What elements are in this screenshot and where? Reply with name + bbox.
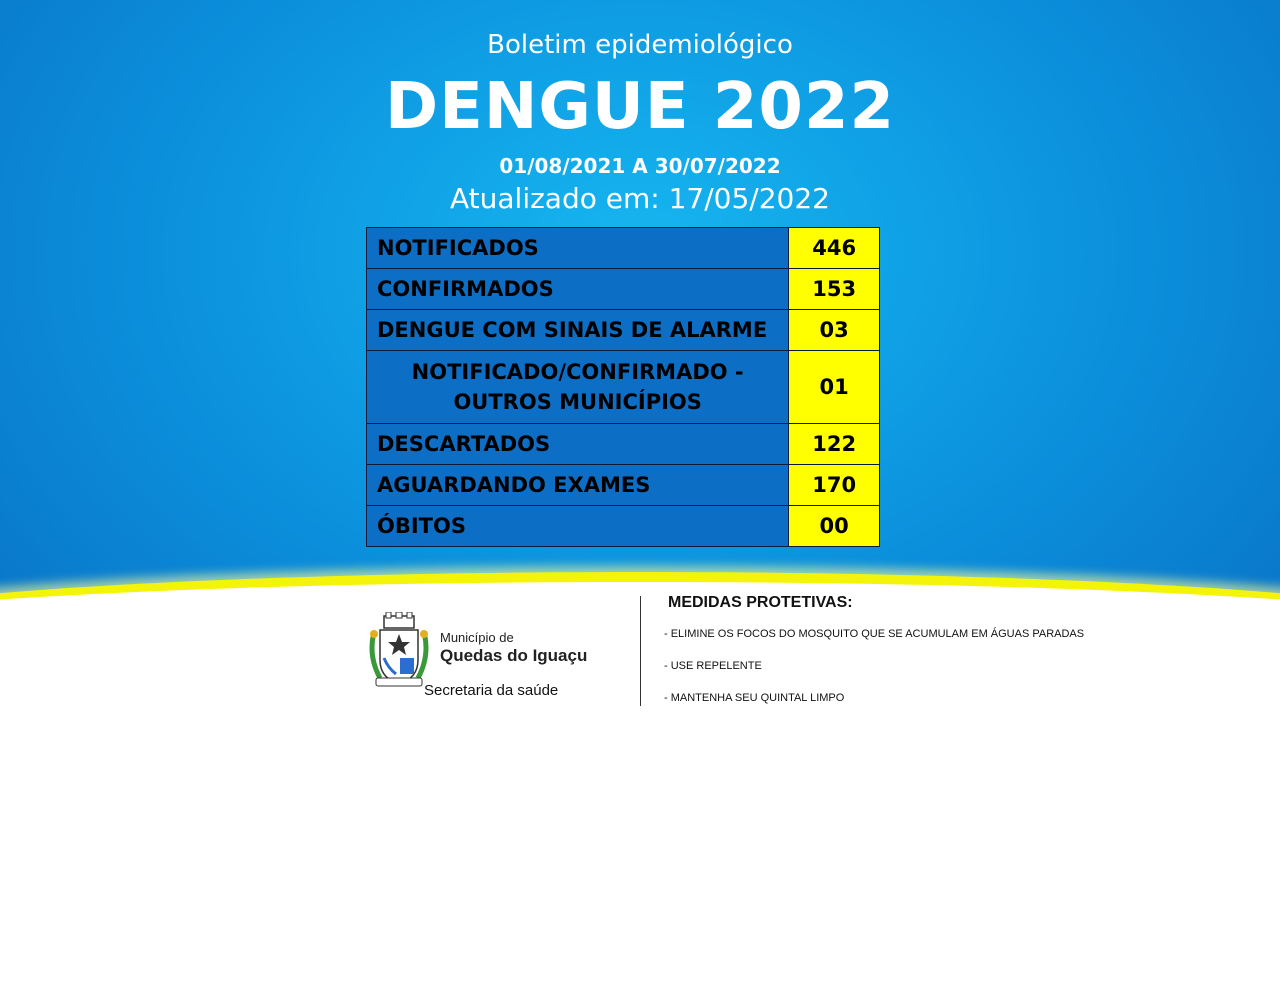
row-label-line: OUTROS MUNICÍPIOS — [453, 390, 702, 414]
municipal-crest-icon — [366, 612, 432, 690]
bulletin-updated: Atualizado em: 17/05/2022 — [450, 182, 830, 215]
table-row — [367, 465, 880, 506]
table-row — [367, 424, 880, 465]
table-row — [367, 310, 880, 351]
row-label: NOTIFICADOS — [367, 228, 789, 269]
row-value: 01 — [789, 351, 880, 424]
row-value: 00 — [789, 506, 880, 547]
bulletin-title: DENGUE 2022 — [384, 70, 896, 144]
row-value: 170 — [789, 465, 880, 506]
municipality-label: Município de — [440, 630, 514, 645]
row-value: 03 — [789, 310, 880, 351]
row-label: ÓBITOS — [367, 506, 789, 547]
row-label-multiline — [367, 351, 789, 424]
measure-item: - USE REPELENTE — [664, 660, 762, 672]
measures-title: MEDIDAS PROTETIVAS: — [668, 594, 853, 611]
department-name: Secretaria da saúde — [424, 682, 559, 699]
row-label: CONFIRMADOS — [367, 269, 789, 310]
row-value: 122 — [789, 424, 880, 465]
row-label: DESCARTADOS — [367, 424, 789, 465]
municipality-logo — [366, 612, 606, 712]
table-row — [367, 351, 880, 424]
table-row — [367, 269, 880, 310]
row-value: 153 — [789, 269, 880, 310]
row-label: DENGUE COM SINAIS DE ALARME — [367, 310, 789, 351]
measure-item: - ELIMINE OS FOCOS DO MOSQUITO QUE SE ACUMULAM EM ÁGUAS PARADAS — [664, 628, 1085, 640]
bulletin-period: 01/08/2021 A 30/07/2022 — [499, 154, 781, 178]
row-label: AGUARDANDO EXAMES — [367, 465, 789, 506]
measure-item: - MANTENHA SEU QUINTAL LIMPO — [664, 692, 845, 704]
bulletin-subtitle: Boletim epidemiológico — [487, 30, 793, 60]
table-row — [367, 228, 880, 269]
footer-divider — [640, 596, 641, 706]
municipality-name: Quedas do Iguaçu — [440, 646, 588, 665]
stats-table — [366, 227, 880, 547]
table-row — [367, 506, 880, 547]
row-label-line: NOTIFICADO/CONFIRMADO - — [411, 360, 744, 384]
row-value: 446 — [789, 228, 880, 269]
